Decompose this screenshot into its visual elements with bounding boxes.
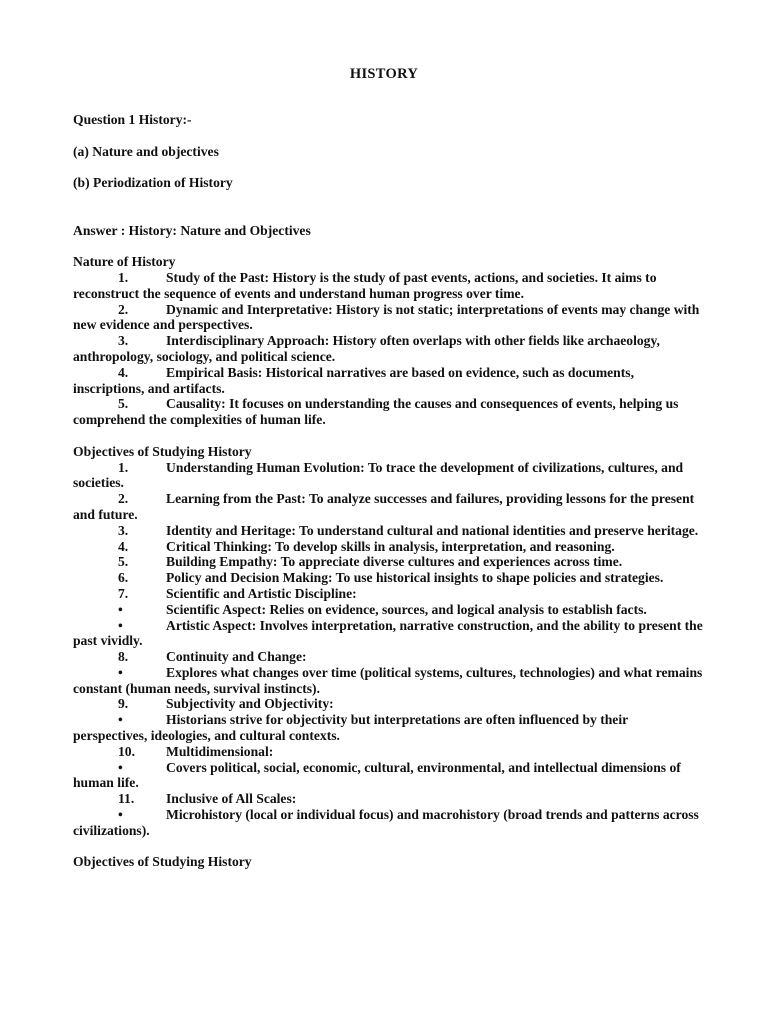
answer-heading: Answer : History: Nature and Objectives xyxy=(73,222,311,238)
objectives-repeat-heading: Objectives of Studying History xyxy=(73,854,252,870)
bullet-marker: • xyxy=(118,759,123,775)
item-text: Covers political, social, economic, cultural, environmental, and intellectual dimensions of human life. xyxy=(73,759,681,791)
item-text: Artistic Aspect: Involves interpretation, narrative construction, and the ability to present the past vividly. xyxy=(73,617,703,649)
objective-bullet xyxy=(73,807,703,839)
item-number: 2. xyxy=(118,301,129,317)
item-number: 2. xyxy=(118,491,129,507)
item-number: 1. xyxy=(118,269,129,285)
objective-bullet xyxy=(73,665,703,697)
document-title: HISTORY xyxy=(349,66,419,82)
bullet-marker: • xyxy=(118,617,123,633)
item-text: Scientific and Artistic Discipline: xyxy=(166,585,357,601)
item-text: Explores what changes over time (political systems, cultures, technologies) and what remains constant (human needs, survival instincts). xyxy=(73,664,703,696)
objectives-heading: Objectives of Studying History xyxy=(73,443,252,459)
question-heading: Question 1 History:- xyxy=(73,112,192,127)
item-text: Causality: It focuses on understanding the causes and consequences of events, helping us comprehend the complexities of human life. xyxy=(73,396,679,428)
item-text: Dynamic and Interpretative: History is not static; interpretations of events may change with new evidence and perspectives. xyxy=(73,301,700,333)
item-text: Critical Thinking: To develop skills in analysis, interpretation, and reasoning. xyxy=(166,538,615,554)
item-text: Learning from the Past: To analyze successes and failures, providing lessons for the present and future. xyxy=(73,491,695,522)
objective-item xyxy=(73,539,703,555)
item-text: Study of the Past: History is the study of past events, actions, and societies. It aims to reconstruct the sequence of events and understand human progress over time. xyxy=(73,269,657,301)
objective-bullet xyxy=(73,602,703,618)
item-number: 6. xyxy=(118,570,129,586)
item-text: Historians strive for objectivity but interpretations are often influenced by their perspectives, ideologies, and cultural contexts. xyxy=(73,712,628,744)
nature-item xyxy=(73,396,703,428)
objective-item xyxy=(73,744,703,760)
objective-bullet xyxy=(73,760,703,792)
item-text: Inclusive of All Scales: xyxy=(166,791,297,807)
objective-item xyxy=(73,523,703,539)
item-text: Microhistory (local or individual focus) and macrohistory (broad trends and patterns across civilizations). xyxy=(73,807,699,838)
document-body xyxy=(73,112,703,870)
item-text: Empirical Basis: Historical narratives are based on evidence, such as documents, inscriptions, and artifacts. xyxy=(73,364,634,396)
item-number: 5. xyxy=(118,554,129,570)
item-text: Building Empathy: To appreciate diverse cultures and experiences across time. xyxy=(166,554,623,570)
item-number: 8. xyxy=(118,649,129,665)
objective-item xyxy=(73,491,703,523)
bullet-marker: • xyxy=(118,664,123,680)
nature-list xyxy=(73,270,703,428)
nature-item xyxy=(73,270,703,302)
objective-item xyxy=(73,791,703,807)
objectives-list xyxy=(73,460,703,839)
bullet-marker: • xyxy=(118,807,123,823)
question-part-a: (a) Nature and objectives xyxy=(73,143,219,159)
nature-heading: Nature of History xyxy=(73,254,176,270)
nature-item xyxy=(73,365,703,397)
objective-item xyxy=(73,570,703,586)
item-text: Interdisciplinary Approach: History often overlaps with other fields like archaeology, anthropology, sociology, and political science. xyxy=(73,333,660,364)
item-number: 10. xyxy=(118,743,135,759)
objective-item xyxy=(73,649,703,665)
item-text: Continuity and Change: xyxy=(166,649,307,665)
objective-bullet xyxy=(73,712,703,744)
item-number: 3. xyxy=(118,522,129,538)
item-number: 11. xyxy=(118,791,135,807)
item-number: 9. xyxy=(118,696,129,712)
item-text: Policy and Decision Making: To use historical insights to shape policies and strategies. xyxy=(166,570,664,586)
nature-item xyxy=(73,333,703,365)
bullet-marker: • xyxy=(118,712,123,728)
item-text: Subjectivity and Objectivity: xyxy=(166,696,334,712)
item-number: 3. xyxy=(118,333,129,349)
item-number: 7. xyxy=(118,585,129,601)
objective-bullet xyxy=(73,618,703,650)
item-number: 1. xyxy=(118,459,129,475)
objective-item xyxy=(73,696,703,712)
item-number: 4. xyxy=(118,538,129,554)
bullet-marker: • xyxy=(118,601,123,617)
question-part-b: (b) Periodization of History xyxy=(73,175,233,191)
objective-item xyxy=(73,460,703,492)
item-number: 4. xyxy=(118,364,129,380)
objective-item xyxy=(73,554,703,570)
item-text: Understanding Human Evolution: To trace the development of civilizations, cultures, and societies. xyxy=(73,459,684,491)
item-text: Multidimensional: xyxy=(166,743,274,759)
objective-item xyxy=(73,586,703,602)
nature-item xyxy=(73,302,703,334)
item-text: Scientific Aspect: Relies on evidence, sources, and logical analysis to establish facts. xyxy=(166,601,647,617)
item-number: 5. xyxy=(118,396,129,412)
item-text: Identity and Heritage: To understand cultural and national identities and preserve heritage. xyxy=(166,522,699,538)
